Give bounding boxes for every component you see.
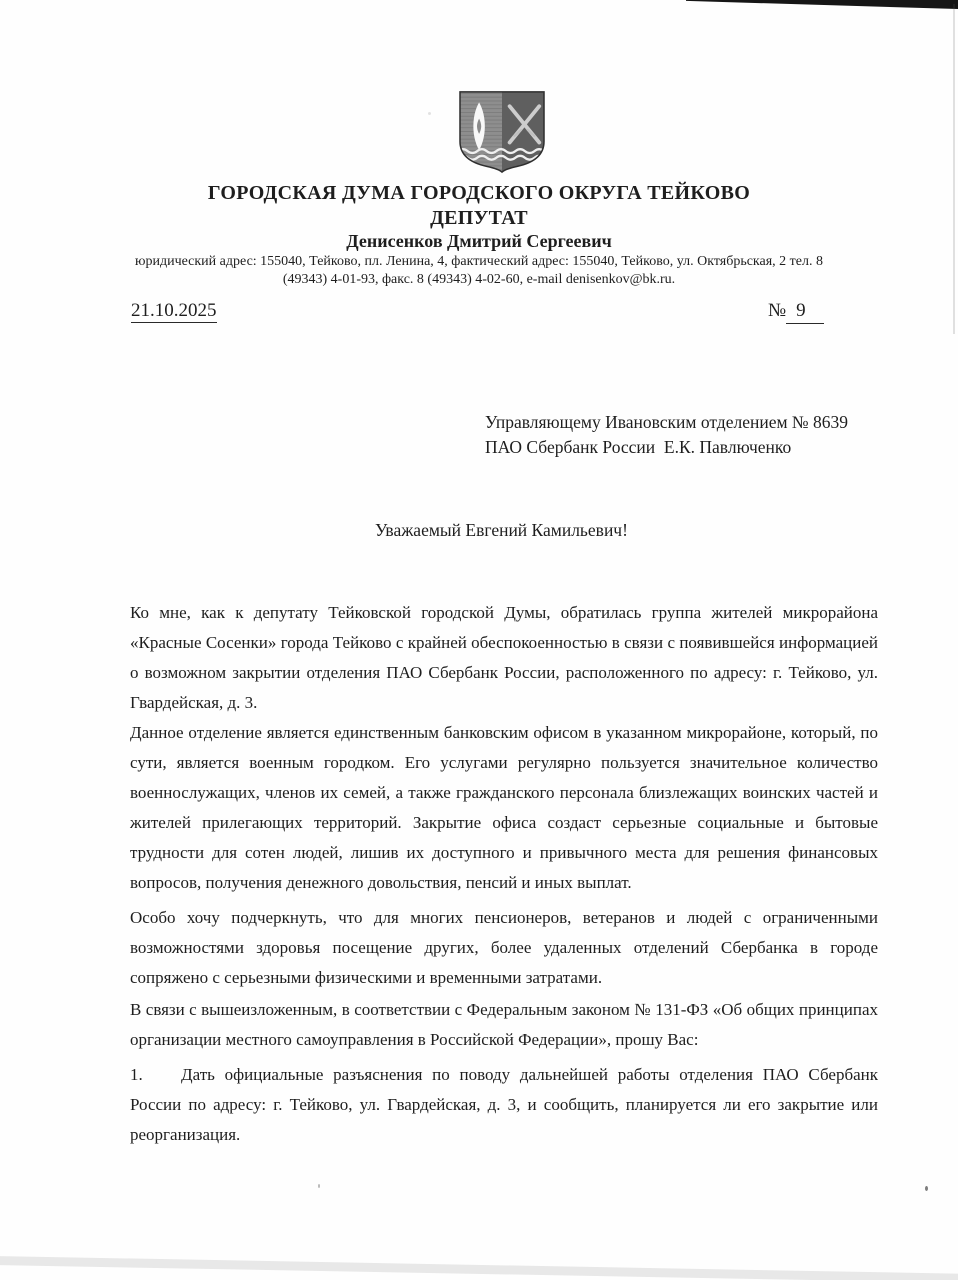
contacts-line-addresses: юридический адрес: 155040, Тейково, пл. Ленина, 4, фактический адрес: 155040, Тейково, ул. Октябрьская, 2 тел. 8 xyxy=(135,254,823,269)
contacts-line-phones-email: (49343) 4-01-93, факс. 8 (49343) 4-02-60, e-mail denisenkov@bk.ru. xyxy=(282,271,676,287)
number-sign: № xyxy=(768,300,787,321)
scan-edge-artifact-bottom xyxy=(0,1256,958,1280)
doc-number-value: 9 xyxy=(786,300,824,324)
numbered-item-text: Дать официальные разъяснения по поводу дальнейшей работы отделения ПАО Сбербанк России по адресу: г. Тейково, ул. Гвардейская, д. 3, и сообщить, планируется ли его закрытие или реорганизация. xyxy=(130,1065,878,1144)
date-value: 21.10.2025 xyxy=(131,300,217,321)
org-name-line: ГОРОДСКАЯ ДУМА ГОРОДСКОГО ОКРУГА ТЕЙКОВО xyxy=(207,182,751,204)
body-paragraph-1: Ко мне, как к депутату Тейковской городской Думы, обратилась группа жителей микрорайона «Красные Сосенки» города Тейково с крайней обеспокоенностью в связи с появившейся информацией о возможном закрытии отделения ПАО Сбербанк России, расположенного по адресу: г. Тейково, ул. Гвардейская, д. 3. xyxy=(130,603,878,712)
deputy-name: Денисенков Дмитрий Сергеевич xyxy=(346,231,612,251)
recipient-line-2: ПАО Сбербанк России Е.К. Павлюченко xyxy=(485,437,792,457)
scan-edge-artifact-top xyxy=(686,0,958,9)
doc-number-field xyxy=(768,300,824,324)
scan-speck xyxy=(318,1184,320,1188)
scan-speck xyxy=(925,1186,928,1191)
body-paragraph-4: В связи с вышеизложенным, в соответствии с Федеральным законом № 131-ФЗ «Об общих принципах организации местного самоуправления в Российской Федерации», прошу Вас: xyxy=(130,1000,878,1049)
recipient-line-1: Управляющему Ивановским отделением № 8639 xyxy=(485,412,848,432)
body-paragraph-2: Данное отделение является единственным банковским офисом в указанном микрорайоне, который, по сути, является военным городком. Его услугами регулярно пользуется значительное количество военнослужащих, членов их семей, а также гражданского персонала близлежащих воинских частей и жителей прилегающих территорий. Закрытие офиса создаст серьезные социальные и бытовые трудности для сотен людей, лишив их доступного и привычного места для решения финансовых вопросов, получения денежного довольствия, пенсий и иных выплат. xyxy=(130,723,878,892)
deputy-title-line: ДЕПУТАТ xyxy=(430,207,528,229)
body-paragraph-3: Особо хочу подчеркнуть, что для многих пенсионеров, ветеранов и людей с ограниченными возможностями здоровья посещение других, более удаленных отделений Сбербанка в городе сопряжено с серьезными физическими и временными затратами. xyxy=(130,908,878,987)
salutation: Уважаемый Евгений Камильевич! xyxy=(375,520,628,540)
recipient-block xyxy=(485,410,915,460)
date-field xyxy=(131,300,217,322)
numbered-item-1 xyxy=(130,1060,878,1150)
contacts-block xyxy=(60,253,898,288)
scan-edge-artifact-right xyxy=(953,4,955,334)
numbered-item-marker: 1. xyxy=(130,1065,143,1084)
teikovo-coat-of-arms-icon xyxy=(456,90,548,179)
scan-speck xyxy=(428,112,431,115)
